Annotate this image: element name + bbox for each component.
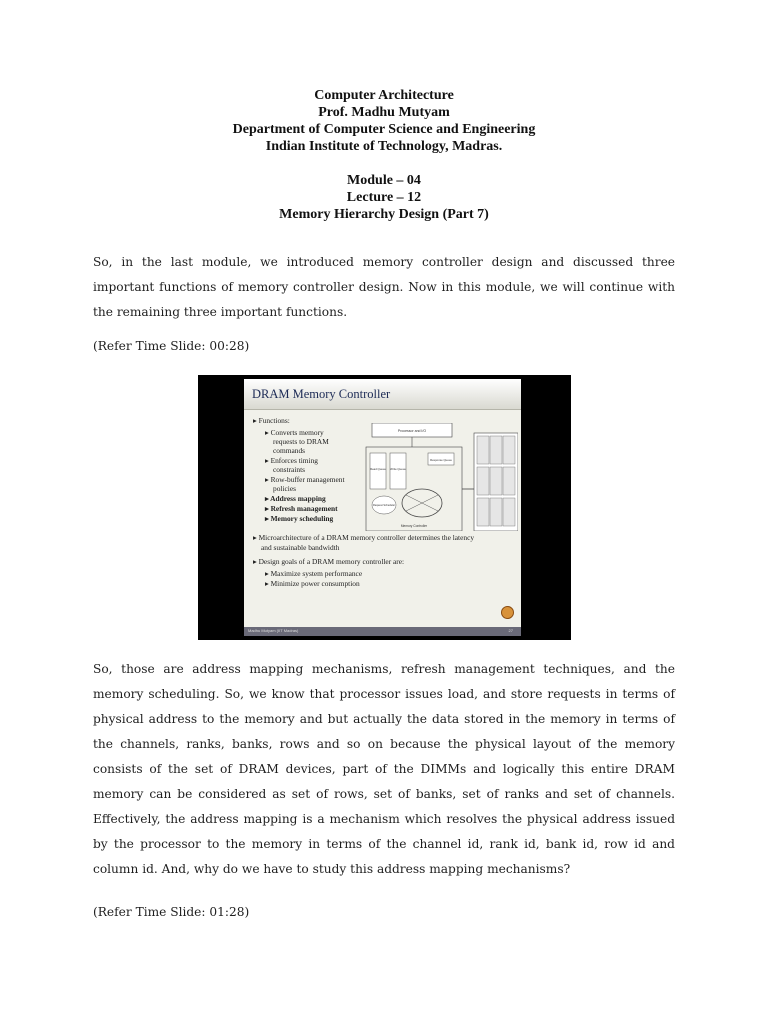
paragraph-address-mapping: So, those are address mapping mechanisms, refresh management techniques, and the memory scheduling. So, we know that processor issues load, and store requests in terms of physical address to the memory and but actually the data stored in the memory in terms of the channels, ranks, banks, rows and so on because the physical layout of the memory consists of the set of DRAM devices, part of the DIMMs and logically this entire DRAM memory can be considered as set of rows, set of banks, set of ranks and set of channels. Effectively, the address mapping is a mechanism which resolves the physical address issued by the processor to the memory in terms of the channel id, rank id, bank id, row id and column id. And, why do we have to study this address mapping mechanisms? [93, 662, 675, 876]
bullet-icon: ▸ [253, 533, 257, 542]
slide-subbullet-cont: requests to DRAM [273, 437, 329, 446]
bullet-icon: ▸ [265, 428, 269, 437]
slide-subbullet: ▸ Address mapping [265, 494, 326, 503]
institute-logo-icon [501, 606, 514, 619]
bullet-icon: ▸ [265, 494, 269, 503]
bullet-icon: ▸ [265, 456, 269, 465]
document-header [0, 87, 768, 223]
slide-bullet-goals: ▸ Design goals of a DRAM memory controller are: [253, 557, 405, 566]
bullet-icon: ▸ [265, 475, 269, 484]
write-queue-label: Write Queue [390, 467, 406, 471]
slide-page-number: 27 [508, 628, 513, 633]
department-name: Department of Computer Science and Engineering [232, 122, 536, 137]
module-number: Module – 04 [347, 173, 421, 188]
slide-title-bar [244, 379, 521, 410]
slide-title: DRAM Memory Controller [252, 387, 391, 401]
write-queue [390, 453, 406, 489]
professor-name: Prof. Madhu Mutyam [318, 105, 450, 120]
read-queue [370, 453, 386, 489]
slide-content [244, 379, 521, 636]
bullet-icon: ▸ [253, 416, 257, 425]
time-reference-1: (Refer Time Slide: 00:28) [93, 339, 250, 353]
slide-subbullet: ▸ Refresh management [265, 504, 338, 513]
response-queue-label: Response Queue [430, 458, 452, 462]
slide-subbullet: ▸ Row-buffer management [265, 475, 345, 484]
slide-subbullet-cont: constraints [273, 465, 306, 474]
slide-bullet-cont: and sustainable bandwidth [261, 543, 340, 552]
bullet-icon: ▸ [265, 579, 269, 588]
paragraph-intro: So, in the last module, we introduced memory controller design and discussed three important functions of memory controller design. Now in this module, we will continue with the remaining three important functions. [93, 255, 675, 319]
slide-footer [244, 627, 521, 636]
lecture-slide-image [198, 375, 571, 640]
lecture-topic: Memory Hierarchy Design (Part 7) [279, 207, 489, 222]
processor-label: Processor and I/O [397, 429, 427, 433]
bullet-icon: ▸ [265, 569, 269, 578]
read-queue-label: Read Queue [370, 467, 386, 471]
slide-subbullet: ▸ Converts memory [265, 428, 324, 437]
bullet-icon: ▸ [253, 557, 257, 566]
time-reference-2: (Refer Time Slide: 01:28) [93, 905, 250, 919]
lecture-number: Lecture – 12 [346, 190, 422, 205]
slide-subbullet-cont: commands [273, 446, 306, 455]
slide-subbullet: ▸ Enforces timing [265, 456, 318, 465]
slide-footer-author: Madhu Mutyam (IIT Madras) [248, 628, 299, 633]
slide-subbullet: ▸ Minimize power consumption [265, 579, 360, 588]
slide-bullet-functions: ▸ Functions: [253, 416, 290, 425]
slide-subbullet-cont: policies [273, 484, 296, 493]
request-scheduler-label: Request Scheduler [372, 504, 396, 507]
bullet-icon: ▸ [265, 514, 269, 523]
slide-subbullet: ▸ Memory scheduling [265, 514, 334, 523]
slide-subbullet: ▸ Maximize system performance [265, 569, 363, 578]
bullet-icon: ▸ [265, 504, 269, 513]
course-title: Computer Architecture [314, 88, 454, 103]
controller-label: Memory Controller [400, 524, 428, 528]
slide-bullet-micro: ▸ Microarchitecture of a DRAM memory controller determines the latency [253, 533, 475, 542]
institute-name: Indian Institute of Technology, Madras. [265, 139, 503, 154]
memory-controller-diagram [362, 423, 518, 531]
